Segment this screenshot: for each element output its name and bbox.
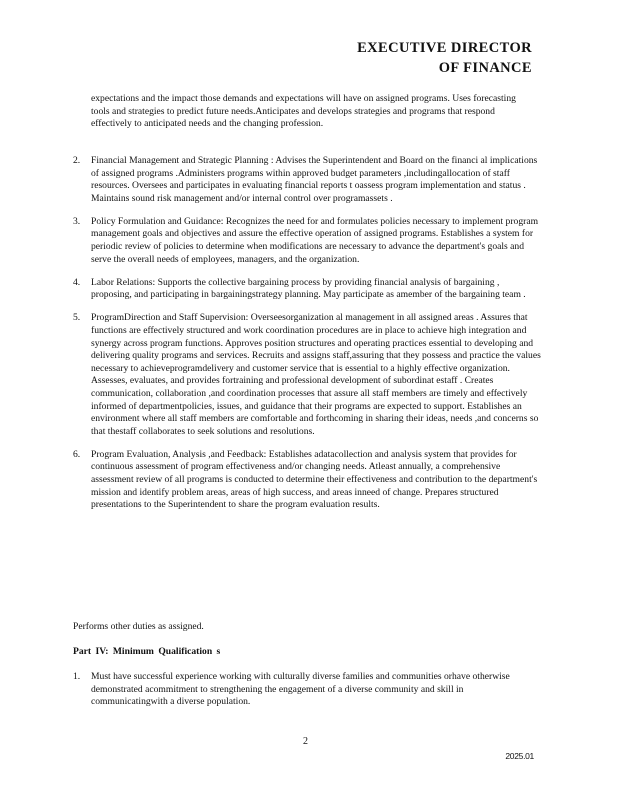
duty-item [73,449,543,512]
duty-text: ProgramDirection and Staff Supervision: Overseesorganization al management in all assigned areas . Assures that functions are effectively structured and work coordination procedures are in place to achieve high integration and synergy across program functions. Approves position structures and operating practices essential to developing and delivering quality programs and services. Recruits and assigns staff,assuring that they possess and practice the values necessary to achieveprogramdelivery and customer service that is essential to a highly effective organization. Assesses, evaluates, and provides fortraining and professional development of subordinat estaff . Creates communication, collaboration ,and coordination processes that assure all staff members are timely and effectively informed of departmentpolicies, issues, and guidance that their programs are expected to support. Establishes an environment where all staff members are comfortable and forthcoming in sharing their ideas, needs ,and concerns so that thestaff collaborates to seek solutions and resolutions. [91,312,541,437]
duty-text: Labor Relations: Supports the collective bargaining process by providing financial analysis of bargaining , proposing, and participating in bargainingstrategy planning. May participate as amember of the bargaining team . [91,276,526,301]
job-title-line-1: EXECUTIVE DIRECTOR [357,40,532,56]
duty-number: 4. [73,276,81,288]
performs-other-duties: Performs other duties as assigned. [73,621,204,632]
qualification-text: Must have successful experience working with culturally diverse families and communities orhave otherwise demonstrated acommitment to strengthening the engagement of a diverse community and skill in communicatingwith a diverse population. [91,671,510,708]
duty-number: 5. [73,312,81,324]
duty-number: 2. [73,155,81,166]
duty-item [73,312,543,438]
document-version: 2025.01 [505,751,534,761]
duties-list [73,155,543,522]
qualifications-list [73,671,543,719]
duty-number: 3. [73,215,81,227]
qualification-item [73,671,543,709]
intro-paragraph: expectations and the impact those demands and expectations will have on assigned programs. Uses forecasting tools and strategies to predict future needs.Anticipates and develops strategies and programs that respond effectively to anticipated needs and the changing profession. [91,93,516,130]
duty-item [73,155,543,205]
job-title-heading [357,38,532,78]
qualification-number: 1. [73,671,81,682]
duty-number: 6. [73,448,81,460]
duty-text: Policy Formulation and Guidance: Recognizes the need for and formulates policies necessary to implement program management goals and objectives and assure the effective operation of assigned programs. Establishes a system for periodic review of policies to determine when modifications are necessary to advance the department's goals and serve the overall needs of employees, managers, and the organization. [91,215,539,265]
job-title-line-2: OF FINANCE [438,60,532,76]
page-number: 2 [303,736,308,747]
duty-text: Financial Management and Strategic Planning : Advises the Superintendent and Board on the financi al implications of assigned programs .Administers programs within approved budget parameters ,includingallocation of staff resources. Oversees and participates in evaluating financial reports t oassess program implementation and status . Maintains sound risk management and/or internal control over programassets . [91,155,538,204]
duty-item [73,216,543,266]
duty-item [73,277,543,302]
section-heading-qualifications: Part IV: Minimum Qualification s [73,646,221,657]
duty-text: Program Evaluation, Analysis ,and Feedback: Establishes adatacollection and analysis system that provides for continuous assessment of program effectiveness and/or changing needs. Atleast annually, a comprehensive assessment review of all programs is conducted to determine their effectiveness and contribution to the department's mission and identify problem areas, areas of high success, and areas inneed of change. Prepares structured presentations to the Superintendent to share the program evaluation results. [91,448,538,511]
